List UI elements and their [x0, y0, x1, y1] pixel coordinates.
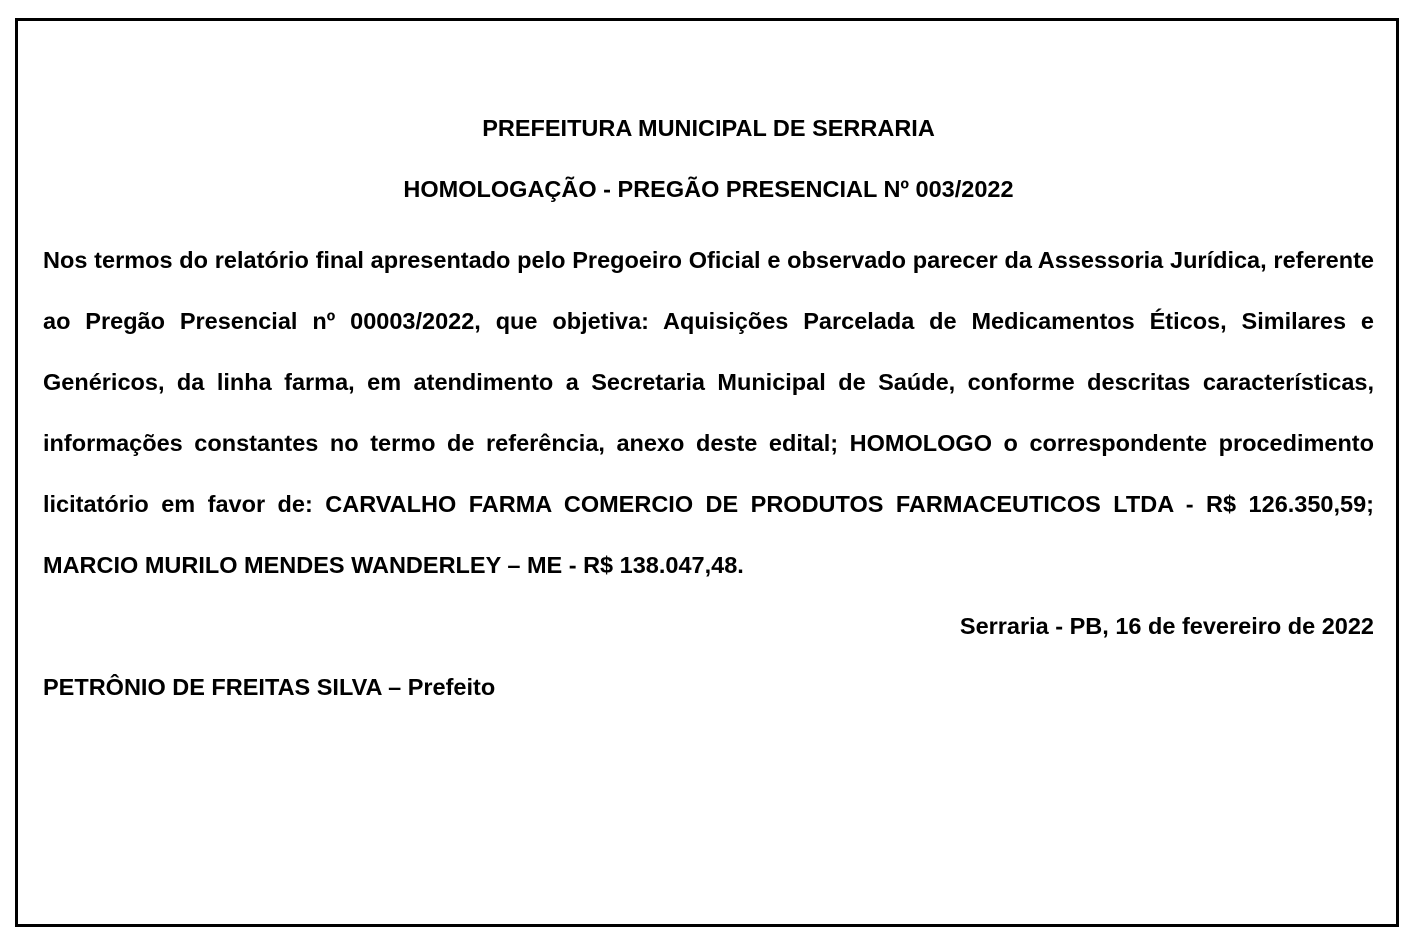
body-paragraph: Nos termos do relatório final apresentado pelo Pregoeiro Oficial e observado parecer da Assessoria Jurídica, referente ao Pregão Presencial nº 00003/2022, que objetiva: Aquisições Parcelada de Medicamentos Éticos, Similares e Genéricos, da linha farma, em atendimento a Secretaria Municipal de Saúde, conforme descritas características, informações constantes no termo de referência, anexo deste edital; HOMOLOGO o correspondente procedimento licitatório em favor de: CARVALHO FARMA COMERCIO DE PRODUTOS FARMACEUTICOS LTDA - R$ 126.350,59; MARCIO MURILO MENDES WANDERLEY – ME - R$ 138.047,48. [43, 247, 1374, 578]
org-title: PREFEITURA MUNICIPAL DE SERRARIA [482, 115, 935, 141]
act-title: HOMOLOGAÇÃO - PREGÃO PRESENCIAL Nº 003/2022 [403, 176, 1014, 202]
document-content [43, 108, 1374, 718]
signature-line: PETRÔNIO DE FREITAS SILVA – Prefeito [43, 674, 496, 700]
place-date: Serraria - PB, 16 de fevereiro de 2022 [959, 613, 1374, 639]
